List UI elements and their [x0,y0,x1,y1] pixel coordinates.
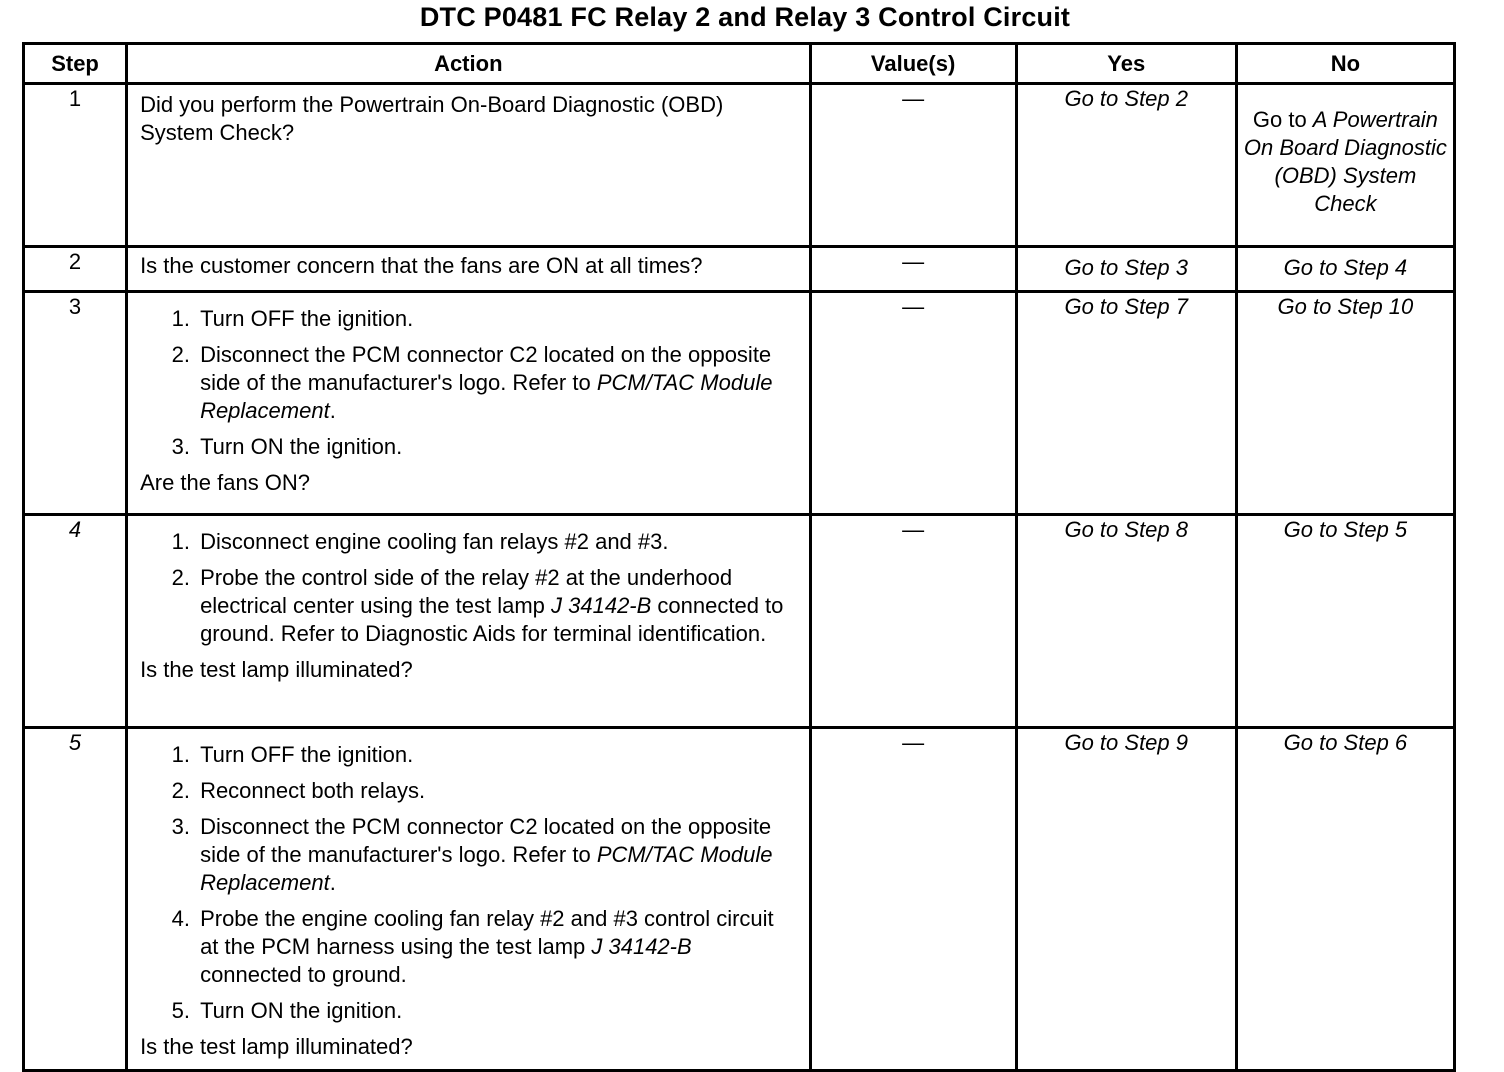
no-link[interactable]: Go to Step 6 [1236,728,1454,1071]
no-link[interactable]: Go to Step 4 [1236,247,1454,292]
action-step: 5. Turn ON the ignition. [196,997,794,1025]
value-dash: — [902,730,925,755]
tool-reference: J 34142-B [591,934,692,959]
action-step: 3. Turn ON the ignition. [196,433,794,461]
value-cell [810,515,1016,728]
step-number: 4 [24,515,127,728]
header-yes: Yes [1016,44,1236,84]
step-number: 3 [24,292,127,515]
action-cell [127,247,810,292]
table-row [24,515,1455,728]
action-cell [127,292,810,515]
action-question: Is the customer concern that the fans are ON at all times? [140,253,703,278]
yes-link[interactable]: Go to Step 3 [1016,247,1236,292]
table-row [24,728,1455,1071]
action-step: 1. Disconnect engine cooling fan relays #2 and #3. [196,528,794,556]
step-number: 1 [24,84,127,247]
yes-link[interactable]: Go to Step 9 [1016,728,1236,1071]
table-row [24,247,1455,292]
value-cell [810,247,1016,292]
action-step: 2. Probe the control side of the relay #2 at the underhood electrical center using the test lamp J 34142-B connected to ground. Refer to Diagnostic Aids for terminal identification. [196,564,794,648]
table-row [24,292,1455,515]
header-no: No [1236,44,1454,84]
value-dash: — [902,517,925,542]
table-row [24,84,1455,247]
no-link[interactable] [1236,84,1454,247]
action-question: Did you perform the Powertrain On-Board Diagnostic (OBD) System Check? [140,92,724,145]
action-cell [127,84,810,247]
action-steps [140,528,794,648]
no-link[interactable]: Go to Step 5 [1236,515,1454,728]
value-dash: — [902,249,925,274]
action-steps [140,305,794,461]
value-dash: — [902,294,925,319]
action-step: 1. Turn OFF the ignition. [196,305,794,333]
header-row [24,44,1455,84]
action-step: 4. Probe the engine cooling fan relay #2 and #3 control circuit at the PCM harness using the test lamp J 34142-B connected to ground. [196,905,794,989]
action-cell [127,515,810,728]
diagnostic-table [22,42,1456,1072]
no-link-prefix: Go to [1252,107,1313,132]
action-steps [140,741,794,1025]
reference-link[interactable]: PCM/TAC Module Replacement [200,370,773,423]
reference-link[interactable]: PCM/TAC Module Replacement [200,842,773,895]
action-step: 3. Disconnect the PCM connector C2 located on the opposite side of the manufacturer's logo. Refer to PCM/TAC Module Replacement. [196,813,794,897]
no-link-target[interactable]: A Powertrain On Board Diagnostic (OBD) System Check [1243,107,1447,216]
action-step: 2. Reconnect both relays. [196,777,794,805]
yes-link[interactable]: Go to Step 8 [1016,515,1236,728]
value-dash: — [902,86,925,111]
tool-reference: J 34142-B [551,593,652,618]
yes-link[interactable]: Go to Step 7 [1016,292,1236,515]
header-values: Value(s) [810,44,1016,84]
action-cell [127,728,810,1071]
value-cell [810,728,1016,1071]
action-question: Are the fans ON? [140,470,311,495]
yes-link[interactable]: Go to Step 2 [1016,84,1236,247]
action-question: Is the test lamp illuminated? [140,657,413,682]
no-link[interactable]: Go to Step 10 [1236,292,1454,515]
action-step: 1. Turn OFF the ignition. [196,741,794,769]
step-number: 5 [24,728,127,1071]
header-step: Step [24,44,127,84]
action-step: 2. Disconnect the PCM connector C2 located on the opposite side of the manufacturer's logo. Refer to PCM/TAC Module Replacement. [196,341,794,425]
value-cell [810,84,1016,247]
header-action: Action [127,44,810,84]
page-title: DTC P0481 FC Relay 2 and Relay 3 Control Circuit [419,2,1071,32]
step-number: 2 [24,247,127,292]
value-cell [810,292,1016,515]
action-question: Is the test lamp illuminated? [140,1034,413,1059]
